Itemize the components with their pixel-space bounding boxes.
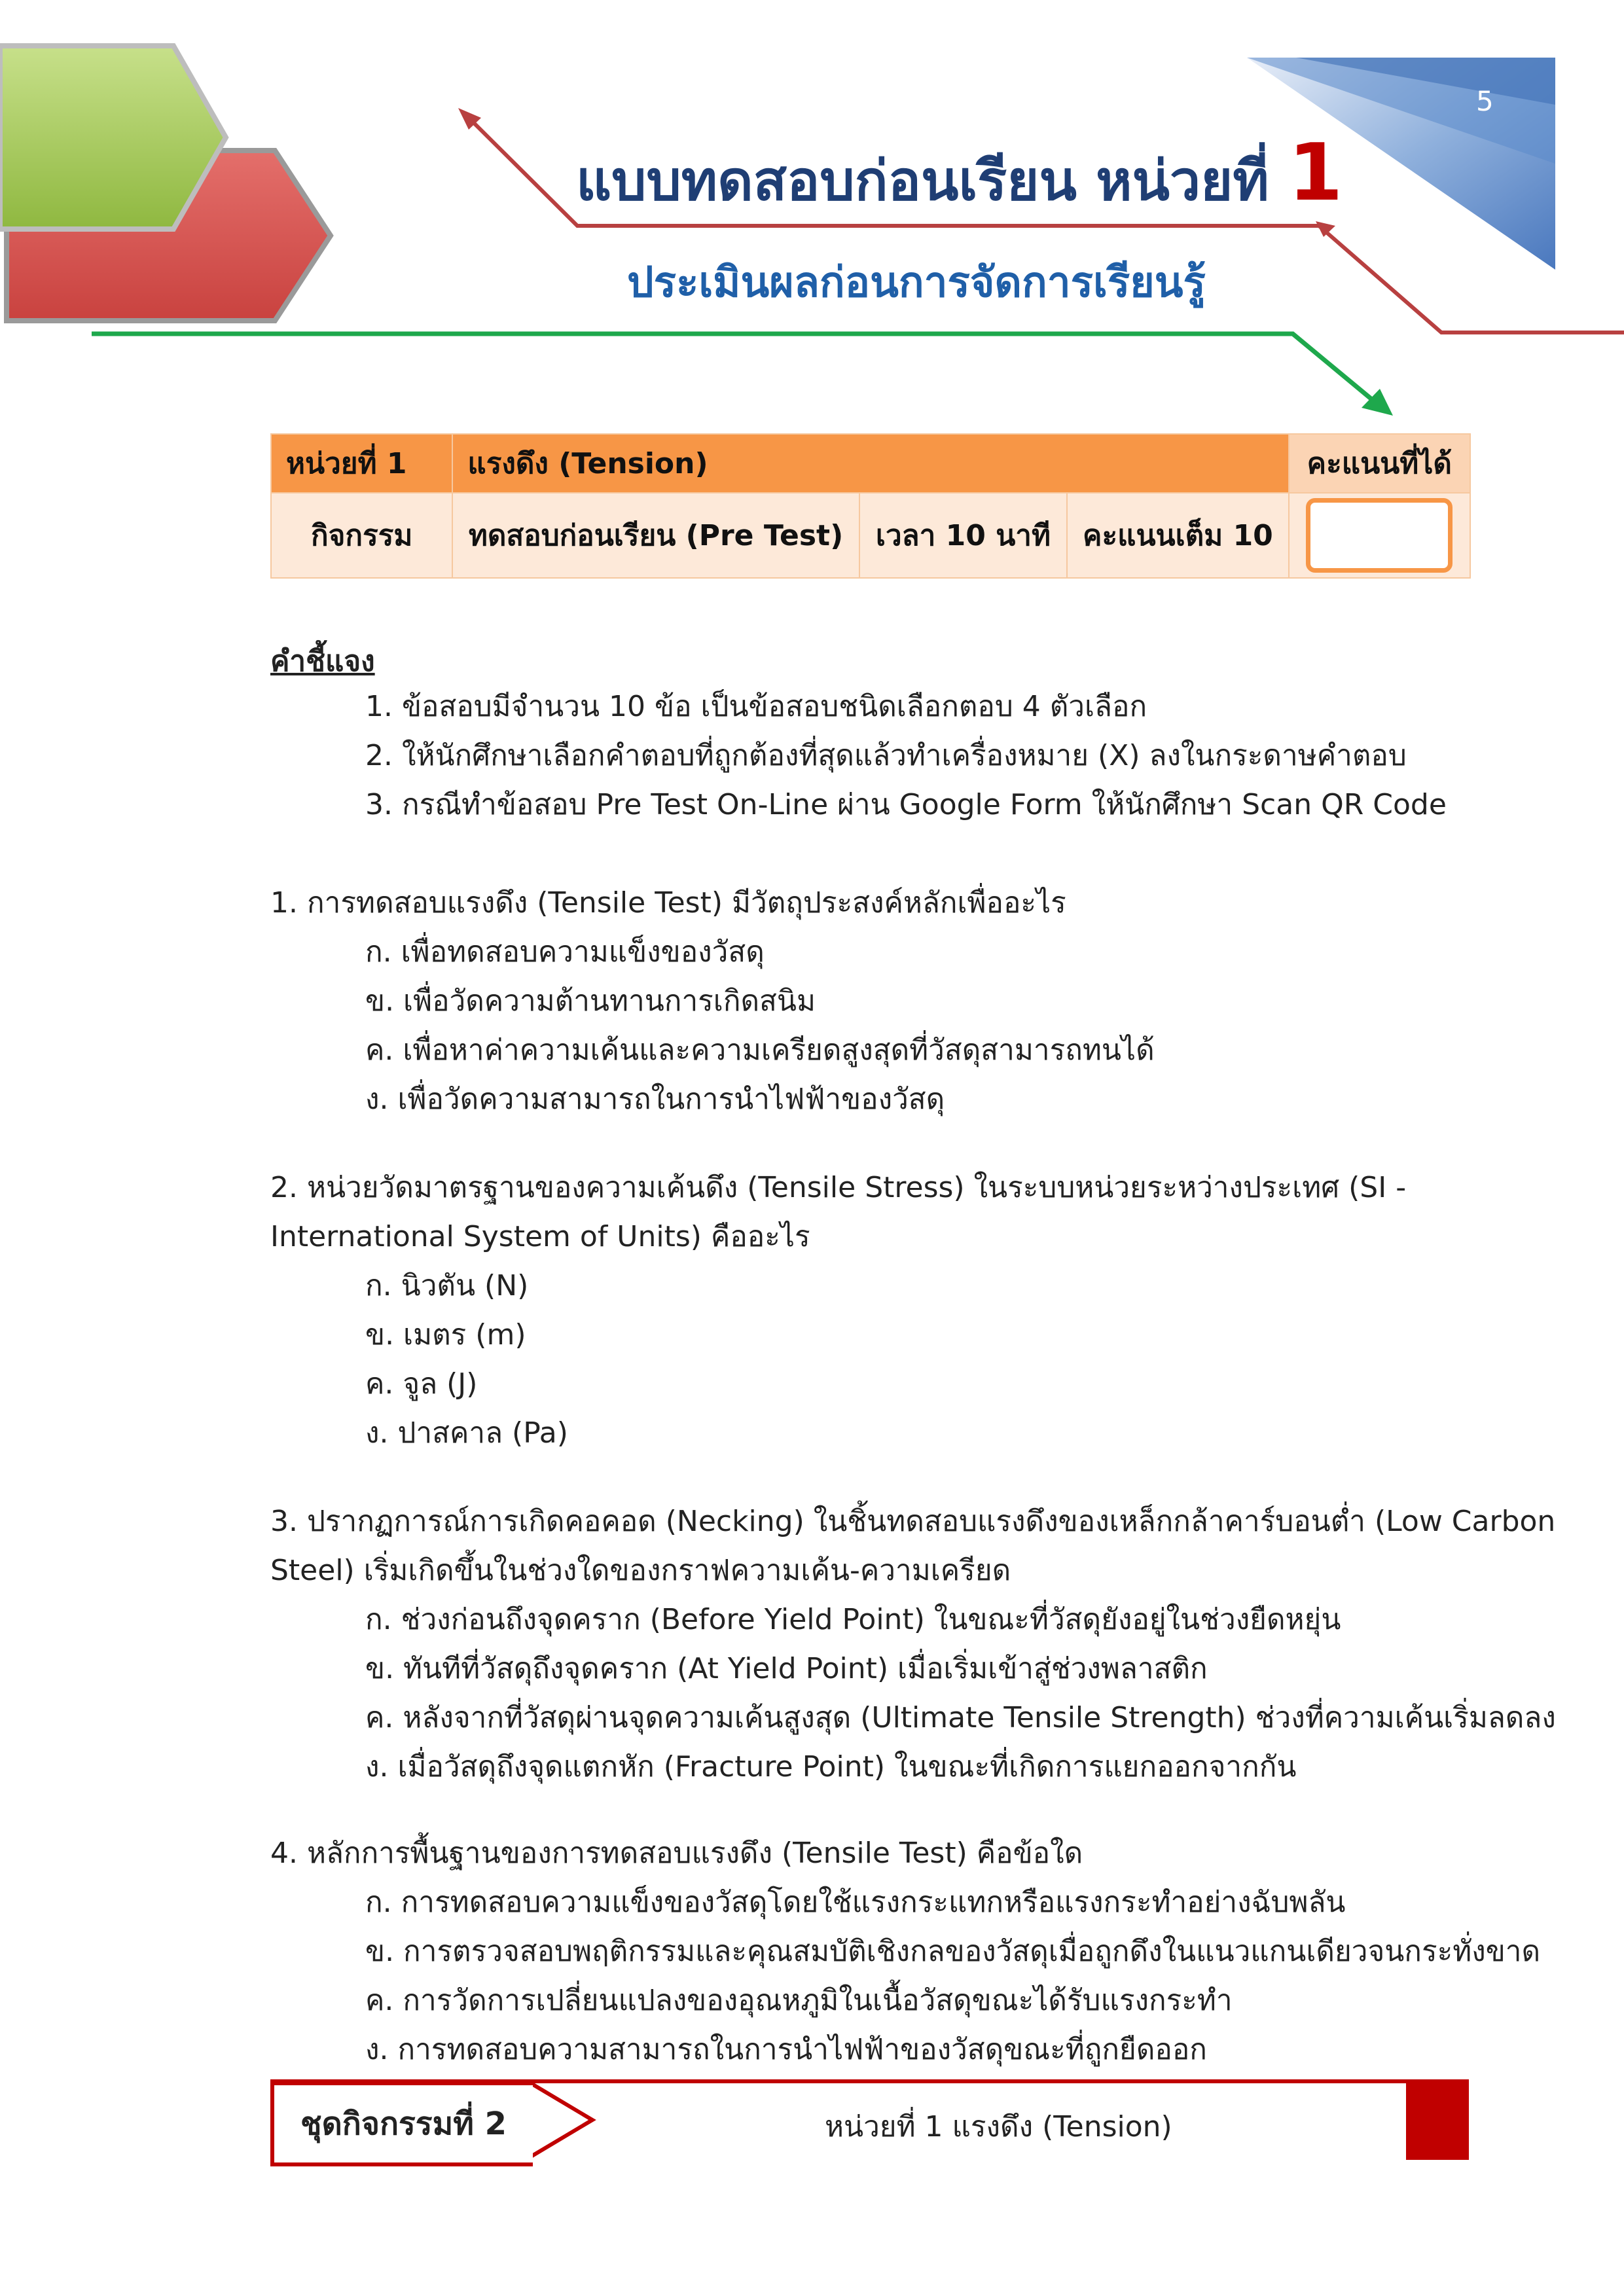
choice-3b: ข. ทันทีที่วัสดุถึงจุดคราก (At Yield Point) เมื่อเริ่มเข้าสู่ช่วงพลาสติก [365,1652,1208,1685]
activity-set-label: ชุดกิจกรรมที่ 2 [270,2081,533,2166]
page-number: 5 [1476,85,1494,117]
choice-1d: ง. เพื่อวัดความสามารถในการนำไฟฟ้าของวัสดุ [365,1083,945,1116]
instructions-heading: คำชี้แจง [270,645,375,678]
choice-4c: ค. การวัดการเปลี่ยนแปลงของอุณหภูมิในเนื้อวัสดุขณะได้รับแรงกระทำ [365,1984,1233,2017]
choice-1c: ค. เพื่อหาค่าความเค้นและความเครียดสูงสุดที่วัสดุสามารถทนได้ [365,1033,1155,1067]
unit-label: หน่วยที่ 1 [271,434,452,493]
green-arrow-shape [0,46,226,229]
question-2: 2. หน่วยวัดมาตรฐานของความเค้นดึง (Tensile Stress) ในระบบหน่วยระหว่างประเทศ (SI - [270,1171,1407,1204]
activity-name: ทดสอบก่อนเรียน (Pre Test) [452,493,859,578]
title-unit-number: 1 [1288,128,1343,219]
choice-2b: ข. เมตร (m) [365,1318,526,1352]
choice-3c: ค. หลังจากที่วัสดุผ่านจุดความเค้นสูงสุด (Ultimate Tensile Strength) ช่วงที่ความเค้นเริ่มลดลง [365,1701,1556,1734]
choice-4a: ก. การทดสอบความแข็งของวัสดุโดยใช้แรงกระแทกหรือแรงกระทำอย่างฉับพลัน [365,1886,1346,1919]
question-2-cont: International System of Units) คืออะไร [270,1220,810,1253]
choice-4b: ข. การตรวจสอบพฤติกรรมและคุณสมบัติเชิงกลของวัสดุเมื่อถูกดึงในแนวแกนเดียวจนกระทั่งขาด [365,1935,1541,1968]
choice-3d: ง. เมื่อวัสดุถึงจุดแตกหัก (Fracture Point) ในขณะที่เกิดการแยกออกจากกัน [365,1750,1297,1784]
choice-1b: ข. เพื่อวัดความต้านทานการเกิดสนิม [365,984,816,1018]
question-3-cont: Steel) เริ่มเกิดขึ้นในช่วงใดของกราฟความเค้น-ความเครียด [270,1554,1011,1587]
unit-name: แรงดึง (Tension) [452,434,1288,493]
choice-2d: ง. ปาสคาล (Pa) [365,1416,568,1450]
question-4: 4. หลักการพื้นฐานของการทดสอบแรงดึง (Tensile Test) คือข้อใด [270,1837,1083,1870]
instruction-item: 1. ข้อสอบมีจำนวน 10 ข้อ เป็นข้อสอบชนิดเลือกตอบ 4 ตัวเลือก [365,690,1147,723]
full-score: คะแนนเต็ม 10 [1067,493,1288,578]
score-label: คะแนนที่ได้ [1289,434,1470,493]
title-text: แบบทดสอบก่อนเรียน หน่วยที่ [576,149,1288,213]
question-3: 3. ปรากฏการณ์การเกิดคอคอด (Necking) ในชิ้นทดสอบแรงดึงของเหล็กกล้าคาร์บอนต่ำ (Low Carbon [270,1505,1556,1538]
choice-2a: ก. นิวตัน (N) [365,1269,529,1302]
page-subtitle: ประเมินผลก่อนการจัดการเรียนรู้ [627,259,1206,307]
choice-4d: ง. การทดสอบความสามารถในการนำไฟฟ้าของวัสดุขณะที่ถูกยืดออก [365,2033,1207,2066]
instruction-item: 3. กรณีทำข้อสอบ Pre Test On-Line ผ่าน Google Form ให้นักศึกษา Scan QR Code [365,788,1447,821]
activity-label: กิจกรรม [271,493,452,578]
score-input-box[interactable] [1306,498,1453,573]
page-title [576,128,1343,224]
choice-1a: ก. เพื่อทดสอบความแข็งของวัสดุ [365,935,765,969]
question-1: 1. การทดสอบแรงดึง (Tensile Test) มีวัตถุประสงค์หลักเพื่ออะไร [270,886,1066,920]
activity-time: เวลา 10 นาที [859,493,1068,578]
choice-2c: ค. จูล (J) [365,1367,478,1401]
choice-3a: ก. ช่วงก่อนถึงจุดคราก (Before Yield Point) ในขณะที่วัสดุยังอยู่ในช่วงยืดหยุ่น [365,1603,1341,1636]
footer-arrow [528,2081,592,2159]
footer-red-block [1406,2081,1469,2160]
green-underline [92,334,1381,407]
footer-unit-text: หน่วยที่ 1 แรงดึง (Tension) [825,2110,1172,2144]
info-table [270,433,1471,579]
instruction-item: 2. ให้นักศึกษาเลือกคำตอบที่ถูกต้องที่สุดแล้วทำเครื่องหมาย (X) ลงในกระดาษคำตอบ [365,739,1407,772]
